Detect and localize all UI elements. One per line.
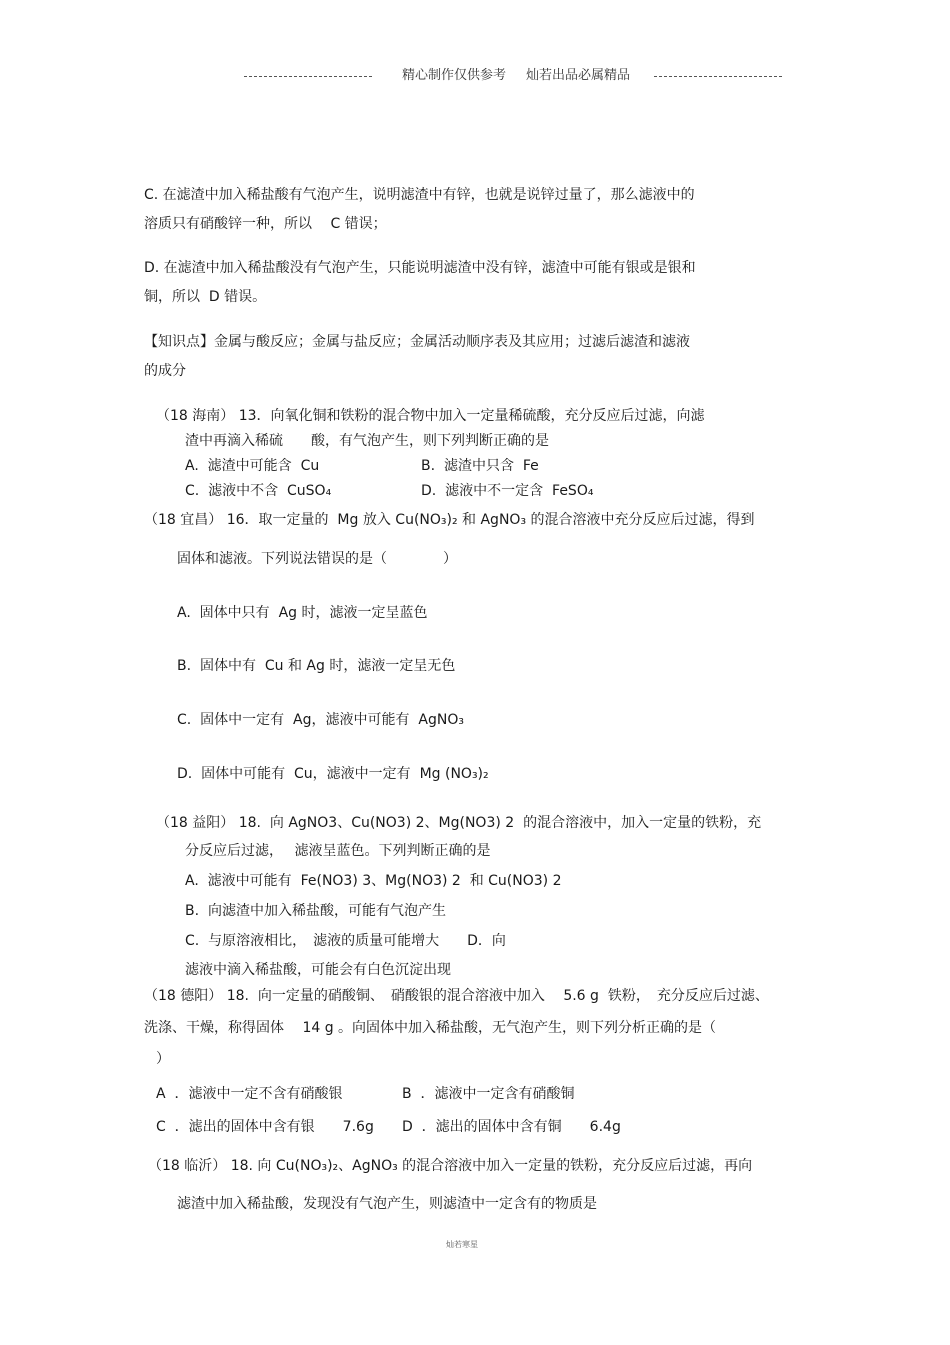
q-yichang-option-b: B. 固体中有 Cu 和 Ag 时，滤液一定呈无色 — [177, 658, 456, 674]
q-deyang-stem-3: ） — [156, 1051, 170, 1067]
text-line-d-2: 铜，所以 D 错误。 — [144, 289, 267, 305]
q-hainan-option-a: A. 滤渣中可能含 Cu — [185, 458, 320, 474]
q-yiyang-option-c: C. 与原溶液相比， 滤液的质量可能增大 D．向 — [185, 933, 506, 949]
q-hainan-option-d: D. 滤液中不一定含 FeSO₄ — [421, 483, 594, 499]
q-hainan-option-b: B. 滤渣中只含 Fe — [421, 458, 539, 474]
q-yiyang-stem-2: 分反应后过滤， 滤液呈蓝色。下列判断正确的是 — [185, 843, 491, 859]
q-hainan-stem-1: （18 海南） 13．向氧化铜和铁粉的混合物中加入一定量稀硫酸，充分反应后过滤，向滤 — [156, 408, 705, 424]
q-deyang-option-c: C ．滤出的固体中含有银 7.6g — [156, 1119, 374, 1135]
q-yichang-stem-2: 固体和滤液。下列说法错误的是（ ） — [177, 551, 457, 567]
text-line-c-1: C. 在滤渣中加入稀盐酸有气泡产生，说明滤渣中有锌，也就是说锌过量了，那么滤液中的 — [144, 187, 695, 203]
q-deyang-option-a: A ．滤液中一定不含有硝酸银 — [156, 1086, 343, 1102]
q-linyi-stem-1: （18 临沂） 18. 向 Cu(NO₃)₂、AgNO₃ 的混合溶液中加入一定量的铁粉，充分反应后过滤，再向 — [148, 1158, 753, 1174]
q-yichang-option-c: C. 固体中一定有 Ag，滤液中可能有 AgNO₃ — [177, 712, 464, 728]
header-left-text: 精心制作仅供参考 — [402, 68, 507, 83]
q-hainan-stem-2: 渣中再滴入稀硫 酸，有气泡产生，则下列判断正确的是 — [185, 433, 549, 449]
knowledge-point-1: 【知识点】金属与酸反应；金属与盐反应；金属活动顺序表及其应用；过滤后滤渣和滤液 — [144, 334, 690, 350]
q-linyi-stem-2: 滤渣中加入稀盐酸，发现没有气泡产生，则滤渣中一定含有的物质是 — [177, 1196, 597, 1212]
header-right-text: 灿若出品必属精品 — [526, 68, 631, 83]
knowledge-point-2: 的成分 — [144, 363, 186, 379]
q-yiyang-option-b: B. 向滤渣中加入稀盐酸，可能有气泡产生 — [185, 903, 446, 919]
header-rule-right — [654, 76, 782, 77]
q-deyang-stem-2: 洗涤、干燥，称得固体 14 g 。向固体中加入稀盐酸，无气泡产生，则下列分析正确的是（ — [144, 1020, 717, 1036]
header-rule-left — [244, 76, 372, 77]
q-yiyang-option-a: A. 滤液中可能有 Fe(NO3) 3、Mg(NO3) 2 和 Cu(NO3) 2 — [185, 873, 562, 889]
q-yichang-option-a: A. 固体中只有 Ag 时，滤液一定呈蓝色 — [177, 605, 428, 621]
footer-text: 灿若寒星 — [446, 1240, 478, 1249]
text-line-d-1: D. 在滤渣中加入稀盐酸没有气泡产生，只能说明滤渣中没有锌，滤渣中可能有银或是银和 — [144, 260, 696, 276]
q-yichang-stem-1: （18 宜昌） 16．取一定量的 Mg 放入 Cu(NO₃)₂ 和 AgNO₃ 的混合溶液中充分反应后过滤，得到 — [144, 512, 755, 528]
q-hainan-option-c: C. 滤液中不含 CuSO₄ — [185, 483, 332, 499]
q-deyang-option-d: D ．滤出的固体中含有铜 6.4g — [402, 1119, 621, 1135]
q-deyang-stem-1: （18 德阳） 18. 向一定量的硝酸铜、 硝酸银的混合溶液中加入 5.6 g 铁粉， 充分反应后过滤、 — [144, 988, 769, 1004]
q-deyang-option-b: B ．滤液中一定含有硝酸铜 — [402, 1086, 575, 1102]
q-yiyang-option-d: 滤液中滴入稀盐酸，可能会有白色沉淀出现 — [185, 962, 451, 978]
text-line-c-2: 溶质只有硝酸锌一种，所以 C 错误； — [144, 216, 387, 232]
q-yiyang-stem-1: （18 益阳） 18. 向 AgNO3、Cu(NO3) 2、Mg(NO3) 2 的混合溶液中，加入一定量的铁粉，充 — [156, 815, 762, 831]
q-yichang-option-d: D. 固体中可能有 Cu，滤液中一定有 Mg (NO₃)₂ — [177, 766, 489, 782]
